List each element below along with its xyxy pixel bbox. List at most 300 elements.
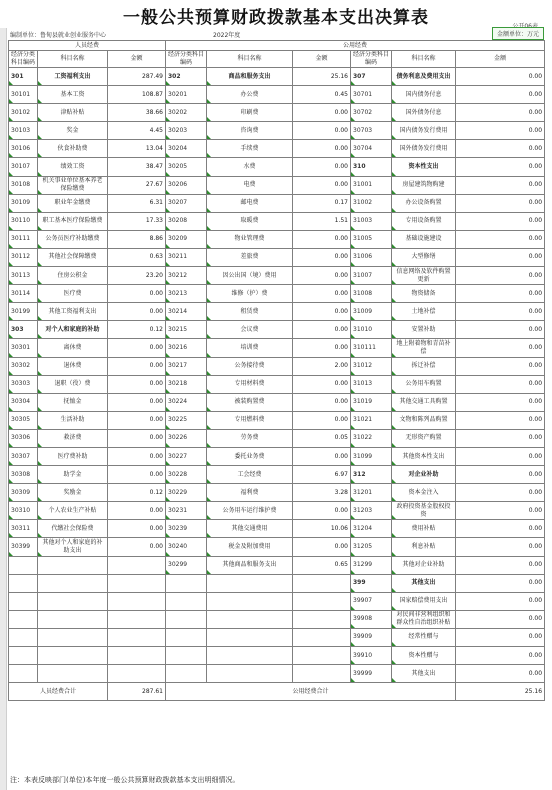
amount-cell[interactable]: 0.00 — [456, 104, 545, 122]
amount-cell[interactable]: 0.00 — [456, 411, 545, 429]
name-cell[interactable]: 资本金注入 — [392, 484, 456, 502]
name-cell[interactable]: 办公设备购置 — [392, 194, 456, 212]
name-cell[interactable]: 职工基本医疗保险缴费 — [38, 212, 108, 230]
name-cell[interactable]: 手续费 — [207, 140, 293, 158]
name-cell[interactable] — [38, 628, 108, 646]
name-cell[interactable]: 邮电费 — [207, 194, 293, 212]
amount-cell[interactable]: 8.86 — [108, 230, 166, 248]
code-cell[interactable]: 31002 — [351, 194, 392, 212]
code-cell[interactable]: 30208 — [166, 212, 207, 230]
amount-cell[interactable]: 0.00 — [456, 158, 545, 176]
code-cell[interactable]: 30306 — [9, 429, 38, 447]
amount-cell[interactable]: 0.00 — [293, 339, 351, 357]
code-cell[interactable]: 399 — [351, 574, 392, 592]
name-cell[interactable]: 土地补偿 — [392, 303, 456, 321]
name-cell[interactable]: 劳务费 — [207, 429, 293, 447]
amount-cell[interactable]: 0.00 — [456, 230, 545, 248]
col-header-name[interactable]: 科目名称 — [207, 51, 293, 68]
code-cell[interactable]: 30109 — [9, 194, 38, 212]
amount-cell[interactable]: 0.00 — [456, 502, 545, 520]
amount-cell[interactable] — [108, 574, 166, 592]
amount-cell[interactable]: 0.00 — [456, 466, 545, 484]
name-cell[interactable]: 退休费 — [38, 357, 108, 375]
amount-cell[interactable]: 0.00 — [456, 429, 545, 447]
amount-cell[interactable] — [293, 628, 351, 646]
code-cell[interactable]: 30199 — [9, 303, 38, 321]
name-cell[interactable]: 其他对企业补助 — [392, 556, 456, 574]
amount-cell[interactable]: 0.00 — [108, 303, 166, 321]
code-cell[interactable]: 31099 — [351, 447, 392, 465]
name-cell[interactable]: 对企业补助 — [392, 466, 456, 484]
name-cell[interactable]: 地上附着物和青苗补偿 — [392, 339, 456, 357]
name-cell[interactable]: 离休费 — [38, 339, 108, 357]
amount-cell[interactable]: 38.47 — [108, 158, 166, 176]
amount-cell[interactable]: 17.33 — [108, 212, 166, 230]
name-cell[interactable]: 代缴社会保险费 — [38, 520, 108, 538]
code-cell[interactable]: 31299 — [351, 556, 392, 574]
code-cell[interactable] — [166, 574, 207, 592]
name-cell[interactable] — [207, 574, 293, 592]
amount-cell[interactable] — [293, 574, 351, 592]
name-cell[interactable] — [38, 592, 108, 610]
code-cell[interactable] — [9, 647, 38, 665]
code-cell[interactable]: 30201 — [166, 86, 207, 104]
name-cell[interactable]: 费用补贴 — [392, 520, 456, 538]
amount-cell[interactable]: 2.00 — [293, 357, 351, 375]
code-cell[interactable]: 30106 — [9, 140, 38, 158]
amount-cell[interactable]: 0.00 — [293, 158, 351, 176]
name-cell[interactable]: 咨询费 — [207, 122, 293, 140]
code-cell[interactable]: 31013 — [351, 375, 392, 393]
name-cell[interactable]: 住房公积金 — [38, 267, 108, 285]
amount-cell[interactable]: 0.00 — [108, 520, 166, 538]
name-cell[interactable]: 办公费 — [207, 86, 293, 104]
code-cell[interactable]: 30701 — [351, 86, 392, 104]
name-cell[interactable]: 培训费 — [207, 339, 293, 357]
code-cell[interactable]: 31006 — [351, 248, 392, 266]
code-cell[interactable]: 30205 — [166, 158, 207, 176]
code-cell[interactable]: 30240 — [166, 538, 207, 556]
amount-cell[interactable]: 0.00 — [456, 86, 545, 104]
code-cell[interactable]: 30211 — [166, 248, 207, 266]
name-cell[interactable]: 奖金 — [38, 122, 108, 140]
code-cell[interactable]: 31012 — [351, 357, 392, 375]
name-cell[interactable]: 商品和服务支出 — [207, 68, 293, 86]
code-cell[interactable]: 30703 — [351, 122, 392, 140]
code-cell[interactable]: 30309 — [9, 484, 38, 502]
name-cell[interactable] — [207, 665, 293, 683]
name-cell[interactable]: 工会经费 — [207, 466, 293, 484]
amount-cell[interactable] — [108, 556, 166, 574]
name-cell[interactable]: 基本工资 — [38, 86, 108, 104]
code-cell[interactable]: 30215 — [166, 321, 207, 339]
code-cell[interactable]: 31019 — [351, 393, 392, 411]
code-cell[interactable]: 30704 — [351, 140, 392, 158]
code-cell[interactable]: 30304 — [9, 393, 38, 411]
name-cell[interactable]: 信息网络及软件购置更新 — [392, 267, 456, 285]
amount-cell[interactable]: 0.00 — [293, 140, 351, 158]
col-header-name[interactable]: 科目名称 — [38, 51, 108, 68]
code-cell[interactable]: 30308 — [9, 466, 38, 484]
name-cell[interactable]: 水费 — [207, 158, 293, 176]
code-cell[interactable] — [9, 592, 38, 610]
name-cell[interactable] — [207, 592, 293, 610]
amount-cell[interactable] — [293, 610, 351, 628]
name-cell[interactable]: 资本性支出 — [392, 158, 456, 176]
amount-cell[interactable]: 0.00 — [108, 411, 166, 429]
personnel-total-value[interactable]: 287.61 — [108, 683, 166, 701]
code-cell[interactable]: 302 — [166, 68, 207, 86]
code-cell[interactable]: 30209 — [166, 230, 207, 248]
name-cell[interactable]: 机关事业单位基本养老保险缴费 — [38, 176, 108, 194]
name-cell[interactable]: 其他交通工具购置 — [392, 393, 456, 411]
amount-cell[interactable]: 0.00 — [456, 248, 545, 266]
code-cell[interactable]: 30228 — [166, 466, 207, 484]
name-cell[interactable]: 专用设备购置 — [392, 212, 456, 230]
code-cell[interactable]: 30213 — [166, 285, 207, 303]
amount-cell[interactable]: 0.00 — [456, 610, 545, 628]
amount-cell[interactable] — [293, 647, 351, 665]
code-cell[interactable]: 31201 — [351, 484, 392, 502]
code-cell[interactable]: 31205 — [351, 538, 392, 556]
amount-cell[interactable]: 0.00 — [293, 447, 351, 465]
name-cell[interactable]: 国家赔偿费用支出 — [392, 592, 456, 610]
amount-cell[interactable]: 0.00 — [456, 194, 545, 212]
amount-cell[interactable]: 0.00 — [456, 393, 545, 411]
amount-cell[interactable]: 0.12 — [108, 321, 166, 339]
code-cell[interactable] — [9, 574, 38, 592]
amount-cell[interactable]: 0.00 — [293, 303, 351, 321]
name-cell[interactable]: 拆迁补偿 — [392, 357, 456, 375]
code-cell[interactable] — [9, 556, 38, 574]
code-cell[interactable]: 30305 — [9, 411, 38, 429]
name-cell[interactable]: 福利费 — [207, 484, 293, 502]
code-cell[interactable]: 30113 — [9, 267, 38, 285]
code-cell[interactable] — [9, 628, 38, 646]
code-cell[interactable]: 30299 — [166, 556, 207, 574]
money-unit-cell[interactable]: 金额单位：万元 — [492, 27, 544, 40]
code-cell[interactable]: 30226 — [166, 429, 207, 447]
name-cell[interactable]: 大型修缮 — [392, 248, 456, 266]
code-cell[interactable]: 30218 — [166, 375, 207, 393]
name-cell[interactable]: 房屋建筑物购建 — [392, 176, 456, 194]
amount-cell[interactable] — [108, 610, 166, 628]
amount-cell[interactable]: 27.67 — [108, 176, 166, 194]
name-cell[interactable]: 津贴补贴 — [38, 104, 108, 122]
amount-cell[interactable]: 0.00 — [293, 538, 351, 556]
amount-cell[interactable]: 0.00 — [456, 285, 545, 303]
amount-cell[interactable]: 0.00 — [108, 502, 166, 520]
amount-cell[interactable]: 0.00 — [293, 267, 351, 285]
code-cell[interactable]: 31005 — [351, 230, 392, 248]
name-cell[interactable]: 会议费 — [207, 321, 293, 339]
section-personnel[interactable]: 人员经费 — [9, 41, 166, 51]
code-cell[interactable]: 39907 — [351, 592, 392, 610]
amount-cell[interactable]: 0.00 — [293, 230, 351, 248]
col-header-amount[interactable]: 金额 — [456, 51, 545, 68]
code-cell[interactable]: 31008 — [351, 285, 392, 303]
code-cell[interactable]: 30311 — [9, 520, 38, 538]
amount-cell[interactable]: 25.16 — [293, 68, 351, 86]
amount-cell[interactable]: 0.00 — [456, 556, 545, 574]
code-cell[interactable]: 31022 — [351, 429, 392, 447]
code-cell[interactable]: 30102 — [9, 104, 38, 122]
amount-cell[interactable]: 0.00 — [293, 285, 351, 303]
code-cell[interactable]: 30114 — [9, 285, 38, 303]
name-cell[interactable]: 退职（役）费 — [38, 375, 108, 393]
amount-cell[interactable]: 0.45 — [293, 86, 351, 104]
code-cell[interactable] — [166, 628, 207, 646]
amount-cell[interactable]: 0.00 — [456, 538, 545, 556]
name-cell[interactable]: 其他支出 — [392, 665, 456, 683]
code-cell[interactable]: 312 — [351, 466, 392, 484]
amount-cell[interactable]: 0.00 — [456, 176, 545, 194]
amount-cell[interactable]: 0.00 — [293, 248, 351, 266]
col-header-code[interactable]: 经济分类科目编码 — [9, 51, 38, 68]
name-cell[interactable]: 因公出国（境）费用 — [207, 267, 293, 285]
name-cell[interactable]: 取暖费 — [207, 212, 293, 230]
name-cell[interactable]: 差旅费 — [207, 248, 293, 266]
amount-cell[interactable]: 3.28 — [293, 484, 351, 502]
amount-cell[interactable]: 0.00 — [293, 122, 351, 140]
amount-cell[interactable] — [108, 628, 166, 646]
amount-cell[interactable]: 10.06 — [293, 520, 351, 538]
code-cell[interactable]: 39908 — [351, 610, 392, 628]
code-cell[interactable]: 30214 — [166, 303, 207, 321]
name-cell[interactable]: 其他社会保障缴费 — [38, 248, 108, 266]
amount-cell[interactable]: 1.51 — [293, 212, 351, 230]
code-cell[interactable] — [166, 665, 207, 683]
name-cell[interactable] — [38, 647, 108, 665]
amount-cell[interactable]: 23.20 — [108, 267, 166, 285]
name-cell[interactable] — [207, 610, 293, 628]
name-cell[interactable]: 伙食补助费 — [38, 140, 108, 158]
name-cell[interactable] — [207, 628, 293, 646]
name-cell[interactable]: 专用材料费 — [207, 375, 293, 393]
code-cell[interactable]: 31010 — [351, 321, 392, 339]
name-cell[interactable]: 职业年金缴费 — [38, 194, 108, 212]
code-cell[interactable]: 30206 — [166, 176, 207, 194]
code-cell[interactable]: 39910 — [351, 647, 392, 665]
amount-cell[interactable]: 0.12 — [108, 484, 166, 502]
code-cell[interactable]: 30217 — [166, 357, 207, 375]
code-cell[interactable]: 30103 — [9, 122, 38, 140]
code-cell[interactable]: 30101 — [9, 86, 38, 104]
code-cell[interactable]: 30303 — [9, 375, 38, 393]
amount-cell[interactable]: 6.31 — [108, 194, 166, 212]
amount-cell[interactable] — [108, 665, 166, 683]
amount-cell[interactable]: 0.00 — [456, 140, 545, 158]
amount-cell[interactable] — [293, 592, 351, 610]
name-cell[interactable]: 医疗费 — [38, 285, 108, 303]
name-cell[interactable]: 公务用车运行维护费 — [207, 502, 293, 520]
amount-cell[interactable]: 0.00 — [456, 628, 545, 646]
code-cell[interactable]: 30108 — [9, 176, 38, 194]
amount-cell[interactable]: 0.00 — [456, 122, 545, 140]
name-cell[interactable]: 奖励金 — [38, 484, 108, 502]
col-header-code[interactable]: 经济分类科目编码 — [166, 51, 207, 68]
code-cell[interactable]: 301 — [9, 68, 38, 86]
amount-cell[interactable]: 0.00 — [456, 321, 545, 339]
amount-cell[interactable]: 0.00 — [108, 375, 166, 393]
code-cell[interactable]: 307 — [351, 68, 392, 86]
col-header-amount[interactable]: 金额 — [293, 51, 351, 68]
name-cell[interactable]: 其他资本性支出 — [392, 447, 456, 465]
name-cell[interactable]: 绩效工资 — [38, 158, 108, 176]
amount-cell[interactable]: 0.00 — [456, 520, 545, 538]
name-cell[interactable]: 无形资产购置 — [392, 429, 456, 447]
code-cell[interactable]: 31204 — [351, 520, 392, 538]
name-cell[interactable]: 租赁费 — [207, 303, 293, 321]
code-cell[interactable]: 39999 — [351, 665, 392, 683]
name-cell[interactable]: 文物和陈列品购置 — [392, 411, 456, 429]
amount-cell[interactable]: 0.00 — [293, 104, 351, 122]
code-cell[interactable]: 30111 — [9, 230, 38, 248]
code-cell[interactable]: 30225 — [166, 411, 207, 429]
amount-cell[interactable]: 0.00 — [456, 592, 545, 610]
code-cell[interactable]: 30212 — [166, 267, 207, 285]
amount-cell[interactable]: 0.00 — [293, 321, 351, 339]
amount-cell[interactable]: 0.00 — [293, 393, 351, 411]
code-cell[interactable]: 30310 — [9, 502, 38, 520]
amount-cell[interactable]: 0.00 — [456, 267, 545, 285]
amount-cell[interactable]: 0.00 — [108, 429, 166, 447]
name-cell[interactable]: 抚恤金 — [38, 393, 108, 411]
amount-cell[interactable]: 0.00 — [293, 176, 351, 194]
name-cell[interactable]: 个人农业生产补贴 — [38, 502, 108, 520]
name-cell[interactable]: 国内债务付息 — [392, 86, 456, 104]
public-total-label[interactable]: 公用经费合计 — [166, 683, 456, 701]
code-cell[interactable]: 30239 — [166, 520, 207, 538]
name-cell[interactable]: 其他对个人和家庭的补助支出 — [38, 538, 108, 556]
code-cell[interactable]: 31001 — [351, 176, 392, 194]
name-cell[interactable]: 国外债务付息 — [392, 104, 456, 122]
amount-cell[interactable]: 0.00 — [456, 375, 545, 393]
name-cell[interactable]: 助学金 — [38, 466, 108, 484]
amount-cell[interactable]: 0.00 — [456, 68, 545, 86]
amount-cell[interactable]: 0.00 — [293, 411, 351, 429]
amount-cell[interactable]: 0.00 — [456, 212, 545, 230]
code-cell[interactable]: 30229 — [166, 484, 207, 502]
code-cell[interactable]: 30702 — [351, 104, 392, 122]
code-cell[interactable]: 31009 — [351, 303, 392, 321]
amount-cell[interactable]: 0.65 — [293, 556, 351, 574]
code-cell[interactable]: 39909 — [351, 628, 392, 646]
name-cell[interactable]: 国内债务发行费用 — [392, 122, 456, 140]
name-cell[interactable]: 基础设施建设 — [392, 230, 456, 248]
code-cell[interactable]: 30224 — [166, 393, 207, 411]
code-cell[interactable]: 310 — [351, 158, 392, 176]
code-cell[interactable]: 30231 — [166, 502, 207, 520]
amount-cell[interactable]: 0.00 — [456, 574, 545, 592]
name-cell[interactable]: 债务利息及费用支出 — [392, 68, 456, 86]
code-cell[interactable]: 30202 — [166, 104, 207, 122]
name-cell[interactable]: 资本性赠与 — [392, 647, 456, 665]
code-cell[interactable]: 30110 — [9, 212, 38, 230]
name-cell[interactable]: 印刷费 — [207, 104, 293, 122]
amount-cell[interactable]: 0.00 — [108, 357, 166, 375]
name-cell[interactable]: 利息补贴 — [392, 538, 456, 556]
name-cell[interactable] — [38, 556, 108, 574]
amount-cell[interactable]: 0.00 — [456, 339, 545, 357]
name-cell[interactable]: 经常性赠与 — [392, 628, 456, 646]
name-cell[interactable]: 公务用车购置 — [392, 375, 456, 393]
name-cell[interactable]: 其他商品和服务支出 — [207, 556, 293, 574]
amount-cell[interactable]: 0.00 — [456, 665, 545, 683]
code-cell[interactable]: 30227 — [166, 447, 207, 465]
amount-cell[interactable]: 108.87 — [108, 86, 166, 104]
code-cell[interactable]: 30203 — [166, 122, 207, 140]
name-cell[interactable]: 电费 — [207, 176, 293, 194]
name-cell[interactable]: 对民间非营利组织和群众性自治组织补贴 — [392, 610, 456, 628]
amount-cell[interactable]: 6.97 — [293, 466, 351, 484]
col-header-amount[interactable]: 金额 — [108, 51, 166, 68]
amount-cell[interactable] — [108, 647, 166, 665]
name-cell[interactable] — [38, 665, 108, 683]
name-cell[interactable]: 救济费 — [38, 429, 108, 447]
code-cell[interactable]: 31021 — [351, 411, 392, 429]
name-cell[interactable]: 税金及附加费用 — [207, 538, 293, 556]
name-cell[interactable]: 对个人和家庭的补助 — [38, 321, 108, 339]
col-header-code[interactable]: 经济分类科目编码 — [351, 51, 392, 68]
name-cell[interactable]: 物资储备 — [392, 285, 456, 303]
amount-cell[interactable]: 0.00 — [456, 484, 545, 502]
amount-cell[interactable]: 0.63 — [108, 248, 166, 266]
name-cell[interactable]: 国外债务发行费用 — [392, 140, 456, 158]
col-header-name[interactable]: 科目名称 — [392, 51, 456, 68]
code-cell[interactable]: 30112 — [9, 248, 38, 266]
name-cell[interactable]: 公务接待费 — [207, 357, 293, 375]
code-cell[interactable]: 30399 — [9, 538, 38, 556]
public-total-value[interactable]: 25.16 — [456, 683, 545, 701]
amount-cell[interactable]: 0.00 — [456, 647, 545, 665]
name-cell[interactable]: 政府投资基金股权投资 — [392, 502, 456, 520]
name-cell[interactable]: 工资福利支出 — [38, 68, 108, 86]
amount-cell[interactable]: 13.04 — [108, 140, 166, 158]
amount-cell[interactable]: 0.00 — [108, 339, 166, 357]
code-cell[interactable]: 31003 — [351, 212, 392, 230]
amount-cell[interactable]: 287.49 — [108, 68, 166, 86]
name-cell[interactable]: 医疗费补助 — [38, 447, 108, 465]
amount-cell[interactable]: 0.00 — [108, 285, 166, 303]
code-cell[interactable]: 30207 — [166, 194, 207, 212]
code-cell[interactable]: 30107 — [9, 158, 38, 176]
name-cell[interactable] — [207, 647, 293, 665]
amount-cell[interactable]: 0.00 — [456, 357, 545, 375]
code-cell[interactable] — [9, 610, 38, 628]
name-cell[interactable]: 物业管理费 — [207, 230, 293, 248]
code-cell[interactable] — [166, 647, 207, 665]
code-cell[interactable]: 30216 — [166, 339, 207, 357]
code-cell[interactable] — [9, 665, 38, 683]
code-cell[interactable]: 30302 — [9, 357, 38, 375]
amount-cell[interactable]: 0.00 — [108, 538, 166, 556]
name-cell[interactable]: 其他支出 — [392, 574, 456, 592]
amount-cell[interactable]: 38.66 — [108, 104, 166, 122]
personnel-total-label[interactable]: 人员经费合计 — [9, 683, 108, 701]
name-cell[interactable]: 其他工资福利支出 — [38, 303, 108, 321]
name-cell[interactable]: 维修（护）费 — [207, 285, 293, 303]
amount-cell[interactable] — [293, 665, 351, 683]
amount-cell[interactable]: 0.00 — [108, 466, 166, 484]
amount-cell[interactable] — [108, 592, 166, 610]
name-cell[interactable]: 被装购置费 — [207, 393, 293, 411]
name-cell[interactable]: 公务员医疗补助缴费 — [38, 230, 108, 248]
code-cell[interactable]: 31007 — [351, 267, 392, 285]
code-cell[interactable]: 303 — [9, 321, 38, 339]
name-cell[interactable]: 其他交通费用 — [207, 520, 293, 538]
code-cell[interactable]: 30307 — [9, 447, 38, 465]
